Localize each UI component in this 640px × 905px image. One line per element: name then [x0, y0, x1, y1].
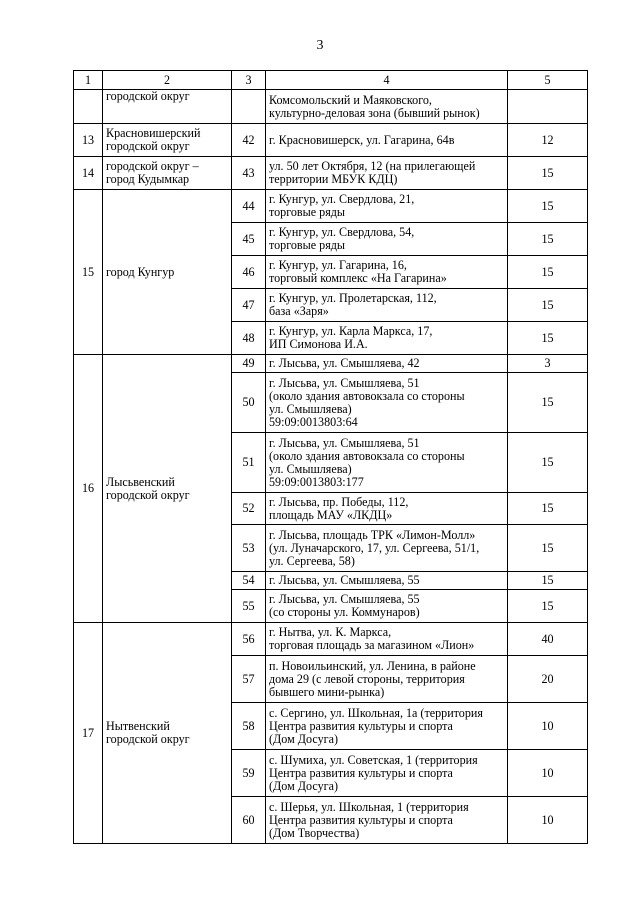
point-number: 55: [232, 590, 266, 623]
count: 10: [508, 750, 588, 797]
address: ул. 50 лет Октября, 12 (на прилегающей территории МБУК КДЦ): [266, 157, 508, 190]
point-number: 53: [232, 525, 266, 572]
district-name: город Кунгур: [103, 190, 232, 355]
point-number: 50: [232, 373, 266, 433]
count: 40: [508, 623, 588, 656]
point-number: 49: [232, 355, 266, 373]
count: 15: [508, 157, 588, 190]
count: 15: [508, 289, 588, 322]
count: 15: [508, 223, 588, 256]
table-row: [74, 157, 588, 190]
count: 15: [508, 256, 588, 289]
count: 3: [508, 355, 588, 373]
district-name: городской округ – город Кудымкар: [103, 157, 232, 190]
point-number: 42: [232, 124, 266, 157]
address: г. Лысьва, площадь ТРК «Лимон-Молл» (ул. Луначарского, 17, ул. Сергеева, 51/1, ул. Сергеева, 58): [266, 525, 508, 572]
point-number: 47: [232, 289, 266, 322]
header-cell: 1: [74, 71, 103, 90]
point-number: 46: [232, 256, 266, 289]
address: г. Нытва, ул. К. Маркса, торговая площадь за магазином «Лион»: [266, 623, 508, 656]
table-row: [74, 124, 588, 157]
row-number: 17: [74, 623, 103, 844]
point-number: 45: [232, 223, 266, 256]
row-number: 15: [74, 190, 103, 355]
header-cell: 4: [266, 71, 508, 90]
address: г. Кунгур, ул. Свердлова, 54, торговые ряды: [266, 223, 508, 256]
table-row: [74, 355, 588, 373]
point-number: 51: [232, 433, 266, 493]
point-number: 43: [232, 157, 266, 190]
point-number: 59: [232, 750, 266, 797]
count: 15: [508, 525, 588, 572]
address: г. Лысьва, ул. Смышляева, 55 (со стороны ул. Коммунаров): [266, 590, 508, 623]
page-number: 3: [316, 38, 324, 53]
address: г. Кунгур, ул. Карла Маркса, 17, ИП Симонова И.А.: [266, 322, 508, 355]
point-number: 44: [232, 190, 266, 223]
row-number: 13: [74, 124, 103, 157]
address: п. Новоильинский, ул. Ленина, в районе дома 29 (с левой стороны, территория бывшего мини-рынка): [266, 656, 508, 703]
header-cell: 2: [103, 71, 232, 90]
address: с. Шумиха, ул. Советская, 1 (территория Центра развития культуры и спорта (Дом Досуга): [266, 750, 508, 797]
point-number: 48: [232, 322, 266, 355]
count: 15: [508, 590, 588, 623]
district-name: Лысьвенский городской округ: [103, 355, 232, 623]
count: 15: [508, 572, 588, 590]
table-row: [74, 623, 588, 656]
point-number: 52: [232, 493, 266, 525]
point-number: 54: [232, 572, 266, 590]
header-cell: 3: [232, 71, 266, 90]
address: г. Красновишерск, ул. Гагарина, 64в: [266, 124, 508, 157]
address: Комсомольский и Маяковского, культурно-деловая зона (бывший рынок): [266, 90, 508, 124]
address: с. Сергино, ул. Школьная, 1а (территория Центра развития культуры и спорта (Дом Досуга): [266, 703, 508, 750]
header-row: [74, 71, 588, 90]
header-cell: 5: [508, 71, 588, 90]
point-number: 58: [232, 703, 266, 750]
address: г. Кунгур, ул. Пролетарская, 112, база «Заря»: [266, 289, 508, 322]
count: 20: [508, 656, 588, 703]
point-number: 56: [232, 623, 266, 656]
row-number: [74, 90, 103, 124]
address: г. Лысьва, ул. Смышляева, 51 (около здания автовокзала со стороны ул. Смышляева) 59:09:0013803:177: [266, 433, 508, 493]
district-name: городской округ: [103, 90, 232, 124]
count: 10: [508, 703, 588, 750]
district-name: Нытвенский городской округ: [103, 623, 232, 844]
count: 15: [508, 190, 588, 223]
row-number: 16: [74, 355, 103, 623]
count: 15: [508, 373, 588, 433]
address: г. Лысьва, ул. Смышляева, 55: [266, 572, 508, 590]
count: 15: [508, 433, 588, 493]
table-row: [74, 90, 588, 124]
count: 15: [508, 322, 588, 355]
point-number: 57: [232, 656, 266, 703]
count: 15: [508, 493, 588, 525]
count: 12: [508, 124, 588, 157]
point-number: [232, 90, 266, 124]
address: с. Шерья, ул. Школьная, 1 (территория Центра развития культуры и спорта (Дом Творчества): [266, 797, 508, 844]
row-number: 14: [74, 157, 103, 190]
locations-table: [73, 70, 588, 844]
address: г. Лысьва, ул. Смышляева, 51 (около здания автовокзала со стороны ул. Смышляева) 59:09:0013803:64: [266, 373, 508, 433]
address: г. Кунгур, ул. Свердлова, 21, торговые ряды: [266, 190, 508, 223]
address: г. Кунгур, ул. Гагарина, 16, торговый комплекс «На Гагарина»: [266, 256, 508, 289]
address: г. Лысьва, пр. Победы, 112, площадь МАУ «ЛКДЦ»: [266, 493, 508, 525]
point-number: 60: [232, 797, 266, 844]
count: [508, 90, 588, 124]
district-name: Красновишерский городской округ: [103, 124, 232, 157]
table-row: [74, 190, 588, 223]
count: 10: [508, 797, 588, 844]
address: г. Лысьва, ул. Смышляева, 42: [266, 355, 508, 373]
